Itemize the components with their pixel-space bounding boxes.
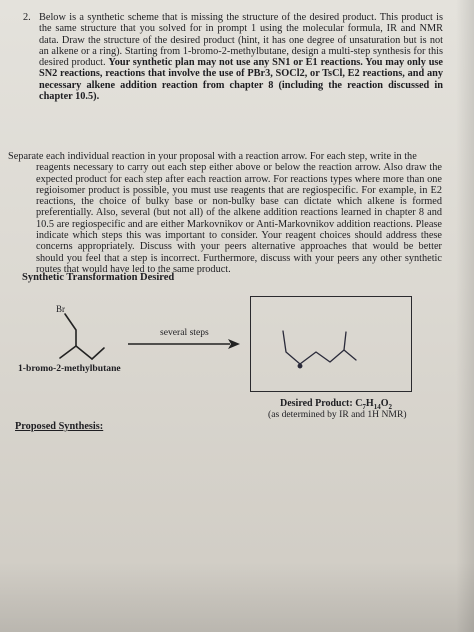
- scheme-title: Synthetic Transformation Desired: [22, 272, 175, 283]
- instructions-lead: Separate each individual reaction in your proposal with a reaction arrow. For each step, write in the: [8, 151, 417, 162]
- question-number: 2.: [23, 12, 31, 23]
- proposed-synthesis-title: Proposed Synthesis:: [15, 421, 104, 432]
- desired-product-text: Desired Product:: [280, 398, 353, 409]
- question-intro: Below is a synthetic scheme that is missing the structure of the desired product. This product is the same structure that you solved for in prompt 1 using the molecular formula, IR and NMR data. Draw the structure of the desired product (hint, it has one degree of unsaturation but is not an alkene or a ring). Starting from 1-bromo-2-methylbutane, design a multi-step synthesis for this desired product.: [39, 12, 443, 69]
- formula-h: H: [365, 398, 374, 409]
- formula-o: O: [380, 398, 389, 409]
- reactant-name: 1-bromo-2-methylbutane: [18, 363, 121, 374]
- reactant-skeleton: [60, 314, 104, 359]
- formula-c-count: 7: [362, 403, 366, 411]
- molecular-formula: [355, 398, 392, 409]
- arrow-label: several steps: [160, 327, 209, 338]
- product-structure-sketch: [283, 331, 356, 368]
- reaction-arrow: [128, 339, 240, 349]
- bromine-label: Br: [56, 304, 65, 314]
- paper-bottom-shade: [0, 562, 474, 632]
- formula-h-count: 14: [373, 403, 381, 411]
- formula-c: C: [355, 398, 363, 409]
- question-restriction: Your synthetic plan may not use any SN1 or E1 reactions. You may only use SN2 reactions, reactions that involve the use of PBr3, SOCl2, or TsCl, E2 reactions, and any necessary alkene addition reaction from chapter 8 (including the reaction discussed in chapter 10.5).: [39, 57, 443, 103]
- instructions-body: reagents necessary to carry out each step either above or below the reaction arrow. Also draw the expected product for each step after each reaction arrow. For reactions types where more than one regioisomer product is possible, you must use reagents that are regiospecific. For example, in E2 reactions, the choice of bulky base or non-bulky base can dictate which alkene is formed preferentially. Also, several (but not all) of the alkene addition reactions learned in chapter 8 and 10.5 are regiospecific and are either Markovnikov or Anti-Markovnikov addition reactions. Please indicate which steps this was important to consider. Your reagent choices should address these concerns appropriately. Discuss with your peers alternative approaches that would be better should you feel that a step is incorrect. Furthermore, discuss with your peers any other synthetic routes that would have led to the same product.: [36, 162, 442, 275]
- paper-edge-shadow: [456, 0, 474, 632]
- determined-by-note: (as determined by IR and 1H NMR): [268, 409, 407, 420]
- formula-o-count: 2: [388, 403, 392, 411]
